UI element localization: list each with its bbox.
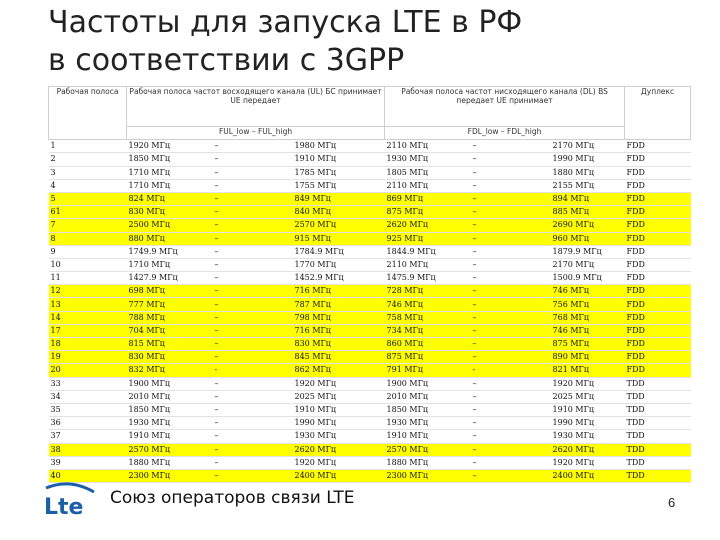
cell-ul-sep: –: [213, 192, 293, 205]
cell-duplex: FDD: [625, 166, 691, 179]
cell-dl-low: 869 МГц: [385, 192, 471, 205]
cell-ul-sep: –: [213, 311, 293, 324]
header-ul-formula: FUL_low – FUL_high: [127, 127, 385, 140]
cell-dl-sep: –: [471, 166, 551, 179]
cell-ul-low: 788 МГц: [127, 311, 213, 324]
cell-band: 37: [49, 430, 127, 443]
cell-dl-sep: –: [471, 456, 551, 469]
cell-duplex: FDD: [625, 232, 691, 245]
cell-duplex: FDD: [625, 219, 691, 232]
cell-ul-sep: –: [213, 140, 293, 153]
cell-dl-high: 2690 МГц: [551, 219, 625, 232]
cell-dl-low: 1910 МГц: [385, 430, 471, 443]
cell-band: 10: [49, 258, 127, 271]
cell-ul-high: 830 МГц: [293, 338, 385, 351]
cell-ul-low: 1880 МГц: [127, 456, 213, 469]
cell-dl-low: 2300 МГц: [385, 469, 471, 482]
table-row: [49, 324, 691, 337]
cell-ul-high: 1930 МГц: [293, 430, 385, 443]
cell-dl-sep: –: [471, 140, 551, 153]
cell-ul-high: 2570 МГц: [293, 219, 385, 232]
footer-text: Союз операторов связи LTE: [110, 488, 355, 508]
cell-dl-high: 1930 МГц: [551, 430, 625, 443]
cell-ul-high: 1785 МГц: [293, 166, 385, 179]
cell-ul-sep: –: [213, 403, 293, 416]
cell-dl-high: 1990 МГц: [551, 417, 625, 430]
cell-dl-low: 925 МГц: [385, 232, 471, 245]
cell-dl-high: 768 МГц: [551, 311, 625, 324]
cell-dl-sep: –: [471, 219, 551, 232]
cell-ul-high: 915 МГц: [293, 232, 385, 245]
cell-ul-low: 880 МГц: [127, 232, 213, 245]
cell-dl-sep: –: [471, 258, 551, 271]
cell-duplex: FDD: [625, 338, 691, 351]
table-row: [49, 338, 691, 351]
cell-band: 3: [49, 166, 127, 179]
cell-ul-high: 1980 МГц: [293, 140, 385, 153]
cell-duplex: FDD: [625, 206, 691, 219]
cell-dl-sep: –: [471, 338, 551, 351]
cell-ul-sep: –: [213, 417, 293, 430]
title-line-1: Частоты для запуска LTE в РФ: [48, 5, 523, 40]
cell-dl-sep: –: [471, 403, 551, 416]
cell-dl-low: 2110 МГц: [385, 140, 471, 153]
cell-dl-low: 1850 МГц: [385, 403, 471, 416]
cell-dl-low: 1930 МГц: [385, 417, 471, 430]
cell-dl-low: 875 МГц: [385, 351, 471, 364]
cell-ul-sep: –: [213, 456, 293, 469]
cell-ul-sep: –: [213, 390, 293, 403]
cell-dl-high: 960 МГц: [551, 232, 625, 245]
cell-dl-sep: –: [471, 298, 551, 311]
cell-dl-high: 1990 МГц: [551, 153, 625, 166]
cell-dl-low: 2570 МГц: [385, 443, 471, 456]
cell-duplex: TDD: [625, 469, 691, 482]
table-row: [49, 390, 691, 403]
cell-band: 1: [49, 140, 127, 153]
cell-band: 14: [49, 311, 127, 324]
cell-duplex: FDD: [625, 272, 691, 285]
table-row: [49, 430, 691, 443]
cell-ul-high: 1920 МГц: [293, 456, 385, 469]
cell-duplex: FDD: [625, 311, 691, 324]
cell-ul-low: 2010 МГц: [127, 390, 213, 403]
table-row: [49, 417, 691, 430]
cell-dl-low: 1930 МГц: [385, 153, 471, 166]
cell-ul-sep: -: [213, 364, 293, 377]
cell-band: 2: [49, 153, 127, 166]
cell-duplex: TDD: [625, 443, 691, 456]
cell-dl-sep: –: [471, 311, 551, 324]
cell-ul-high: 1452.9 МГц: [293, 272, 385, 285]
cell-dl-sep: –: [471, 351, 551, 364]
cell-ul-sep: –: [213, 351, 293, 364]
cell-duplex: TDD: [625, 417, 691, 430]
cell-ul-high: 1990 МГц: [293, 417, 385, 430]
table-row: [49, 258, 691, 271]
table-row: [49, 140, 691, 153]
cell-duplex: TDD: [625, 403, 691, 416]
cell-dl-low: 2620 МГц: [385, 219, 471, 232]
cell-ul-sep: –: [213, 166, 293, 179]
cell-ul-high: 1784.9 МГц: [293, 245, 385, 258]
cell-band: 34: [49, 390, 127, 403]
cell-ul-sep: –: [213, 443, 293, 456]
cell-ul-sep: –: [213, 206, 293, 219]
cell-dl-low: 746 МГц: [385, 298, 471, 311]
cell-ul-high: 2025 МГц: [293, 390, 385, 403]
cell-dl-sep: –: [471, 377, 551, 390]
cell-duplex: FDD: [625, 179, 691, 192]
table-body: [49, 140, 691, 483]
table-row: [49, 469, 691, 482]
cell-ul-sep: –: [213, 324, 293, 337]
table-row: [49, 456, 691, 469]
cell-dl-low: 728 МГц: [385, 285, 471, 298]
cell-ul-high: 840 МГц: [293, 206, 385, 219]
cell-dl-sep: –: [471, 153, 551, 166]
header-dl: Рабочая полоса частот нисходящего канала (DL) BS передает UE принимает: [385, 87, 625, 127]
cell-duplex: FDD: [625, 364, 691, 377]
cell-ul-low: 2500 МГц: [127, 219, 213, 232]
cell-ul-sep: –: [213, 179, 293, 192]
logo-swoosh-icon: [46, 484, 94, 492]
cell-ul-low: 1850 МГц: [127, 403, 213, 416]
cell-dl-sep: –: [471, 232, 551, 245]
cell-ul-low: 1710 МГц: [127, 166, 213, 179]
cell-dl-high: 821 МГц: [551, 364, 625, 377]
cell-dl-high: 746 МГц: [551, 285, 625, 298]
cell-ul-low: 830 МГц: [127, 206, 213, 219]
table-row: [49, 206, 691, 219]
table-row: [49, 285, 691, 298]
cell-ul-low: 2300 МГц: [127, 469, 213, 482]
cell-dl-sep: –: [471, 430, 551, 443]
cell-dl-high: 746 МГц: [551, 324, 625, 337]
cell-band: 17: [49, 324, 127, 337]
cell-ul-sep: –: [213, 219, 293, 232]
table-row: [49, 298, 691, 311]
cell-dl-high: 885 МГц: [551, 206, 625, 219]
table-row: [49, 219, 691, 232]
cell-ul-high: 1920 МГц: [293, 377, 385, 390]
cell-dl-sep: -: [471, 364, 551, 377]
table-row: [49, 311, 691, 324]
cell-ul-high: 1910 МГц: [293, 153, 385, 166]
cell-band: 12: [49, 285, 127, 298]
cell-dl-low: 2010 МГц: [385, 390, 471, 403]
cell-dl-sep: –: [471, 417, 551, 430]
cell-band: 5: [49, 192, 127, 205]
cell-dl-low: 1880 МГц: [385, 456, 471, 469]
title-line-2: в соответствии с 3GPP: [48, 43, 405, 78]
cell-band: 39: [49, 456, 127, 469]
cell-ul-low: 1710 МГц: [127, 179, 213, 192]
table-row: [49, 245, 691, 258]
cell-duplex: FDD: [625, 245, 691, 258]
cell-duplex: FDD: [625, 285, 691, 298]
cell-dl-low: 875 МГц: [385, 206, 471, 219]
lte-logo: [40, 482, 100, 522]
cell-dl-sep: –: [471, 285, 551, 298]
cell-dl-high: 2025 МГц: [551, 390, 625, 403]
cell-band: 19: [49, 351, 127, 364]
cell-dl-high: 1920 МГц: [551, 377, 625, 390]
cell-ul-low: 777 МГц: [127, 298, 213, 311]
table-row: [49, 153, 691, 166]
cell-dl-low: 2110 МГц: [385, 258, 471, 271]
cell-ul-sep: –: [213, 430, 293, 443]
cell-band: 13: [49, 298, 127, 311]
cell-duplex: TDD: [625, 377, 691, 390]
page-number: 6: [668, 495, 676, 510]
cell-ul-high: 787 МГц: [293, 298, 385, 311]
cell-band: 33: [49, 377, 127, 390]
cell-dl-sep: –: [471, 324, 551, 337]
cell-ul-low: 830 МГц: [127, 351, 213, 364]
cell-ul-sep: –: [213, 232, 293, 245]
cell-ul-low: 824 МГц: [127, 192, 213, 205]
cell-band: 38: [49, 443, 127, 456]
table-row: [49, 351, 691, 364]
cell-dl-sep: –: [471, 179, 551, 192]
cell-band: 35: [49, 403, 127, 416]
cell-ul-high: 1910 МГц: [293, 403, 385, 416]
cell-dl-high: 2170 МГц: [551, 140, 625, 153]
cell-dl-high: 756 МГц: [551, 298, 625, 311]
cell-ul-low: 1710 МГц: [127, 258, 213, 271]
cell-ul-sep: –: [213, 285, 293, 298]
cell-dl-low: 734 МГц: [385, 324, 471, 337]
cell-ul-low: 1920 МГц: [127, 140, 213, 153]
cell-band: 20: [49, 364, 127, 377]
table-row: [49, 166, 691, 179]
cell-ul-sep: –: [213, 258, 293, 271]
cell-ul-high: 716 МГц: [293, 285, 385, 298]
cell-dl-sep: –: [471, 390, 551, 403]
cell-dl-high: 1920 МГц: [551, 456, 625, 469]
cell-ul-low: 1930 МГц: [127, 417, 213, 430]
cell-duplex: FDD: [625, 324, 691, 337]
cell-ul-high: 849 МГц: [293, 192, 385, 205]
cell-dl-low: 1475.9 МГц: [385, 272, 471, 285]
table-row: [49, 364, 691, 377]
cell-ul-low: 1427.9 МГц: [127, 272, 213, 285]
cell-duplex: FDD: [625, 153, 691, 166]
cell-dl-high: 1879.9 МГц: [551, 245, 625, 258]
table-row: [49, 443, 691, 456]
cell-band: 7: [49, 219, 127, 232]
cell-ul-sep: –: [213, 245, 293, 258]
cell-dl-low: 758 МГц: [385, 311, 471, 324]
cell-duplex: FDD: [625, 258, 691, 271]
cell-ul-sep: –: [213, 469, 293, 482]
cell-dl-low: 860 МГц: [385, 338, 471, 351]
cell-dl-sep: –: [471, 469, 551, 482]
cell-ul-low: 704 МГц: [127, 324, 213, 337]
cell-dl-high: 1880 МГц: [551, 166, 625, 179]
cell-ul-sep: –: [213, 153, 293, 166]
cell-duplex: FDD: [625, 192, 691, 205]
cell-ul-high: 2400 МГц: [293, 469, 385, 482]
cell-dl-high: 2400 МГц: [551, 469, 625, 482]
cell-dl-high: 1500.9 МГц: [551, 272, 625, 285]
cell-dl-high: 875 МГц: [551, 338, 625, 351]
table-row: [49, 272, 691, 285]
cell-ul-high: 2620 МГц: [293, 443, 385, 456]
slide-title: [48, 4, 688, 80]
header-ul: Рабочая полоса частот восходящего канала (UL) БС принимает UE передает: [127, 87, 385, 127]
cell-ul-sep: –: [213, 338, 293, 351]
cell-duplex: TDD: [625, 456, 691, 469]
cell-ul-low: 1900 МГц: [127, 377, 213, 390]
cell-duplex: FDD: [625, 298, 691, 311]
cell-band: 4: [49, 179, 127, 192]
cell-ul-high: 1755 МГц: [293, 179, 385, 192]
cell-ul-sep: –: [213, 272, 293, 285]
cell-ul-low: 832 МГц: [127, 364, 213, 377]
cell-ul-sep: –: [213, 377, 293, 390]
cell-duplex: TDD: [625, 390, 691, 403]
cell-dl-high: 2170 МГц: [551, 258, 625, 271]
cell-dl-high: 1910 МГц: [551, 403, 625, 416]
cell-ul-low: 2570 МГц: [127, 443, 213, 456]
table-row: [49, 403, 691, 416]
cell-band: 36: [49, 417, 127, 430]
cell-dl-sep: –: [471, 192, 551, 205]
cell-ul-high: 716 МГц: [293, 324, 385, 337]
cell-dl-sep: –: [471, 443, 551, 456]
table-row: [49, 377, 691, 390]
cell-duplex: FDD: [625, 351, 691, 364]
table-row: [49, 179, 691, 192]
cell-ul-high: 798 МГц: [293, 311, 385, 324]
table-row: [49, 192, 691, 205]
cell-ul-low: 1910 МГц: [127, 430, 213, 443]
cell-ul-low: 1850 МГц: [127, 153, 213, 166]
cell-ul-low: 1749.9 МГц: [127, 245, 213, 258]
cell-dl-low: 1900 МГц: [385, 377, 471, 390]
cell-band: 40: [49, 469, 127, 482]
cell-ul-high: 845 МГц: [293, 351, 385, 364]
cell-dl-low: 791 МГц: [385, 364, 471, 377]
table-row: [49, 232, 691, 245]
cell-dl-low: 1805 МГц: [385, 166, 471, 179]
cell-duplex: TDD: [625, 430, 691, 443]
cell-band: 9: [49, 245, 127, 258]
cell-band: 8: [49, 232, 127, 245]
cell-band: 11: [49, 272, 127, 285]
cell-band: 18: [49, 338, 127, 351]
cell-dl-low: 1844.9 МГц: [385, 245, 471, 258]
header-dl-formula: FDL_low – FDL_high: [385, 127, 625, 140]
cell-dl-sep: –: [471, 245, 551, 258]
cell-dl-high: 894 МГц: [551, 192, 625, 205]
lte-bands-table: [48, 86, 691, 483]
logo-text: Lte: [44, 495, 84, 520]
cell-ul-sep: –: [213, 298, 293, 311]
cell-dl-sep: –: [471, 206, 551, 219]
cell-ul-high: 862 МГц: [293, 364, 385, 377]
cell-ul-high: 1770 МГц: [293, 258, 385, 271]
header-band: Рабочая полоса: [49, 87, 127, 140]
cell-band: 61: [49, 206, 127, 219]
header-duplex: Дуплекс: [625, 87, 691, 140]
cell-duplex: FDD: [625, 140, 691, 153]
cell-dl-high: 2620 МГц: [551, 443, 625, 456]
cell-ul-low: 815 МГц: [127, 338, 213, 351]
cell-dl-high: 890 МГц: [551, 351, 625, 364]
cell-dl-high: 2155 МГц: [551, 179, 625, 192]
cell-ul-low: 698 МГц: [127, 285, 213, 298]
cell-dl-low: 2110 МГц: [385, 179, 471, 192]
cell-dl-sep: –: [471, 272, 551, 285]
